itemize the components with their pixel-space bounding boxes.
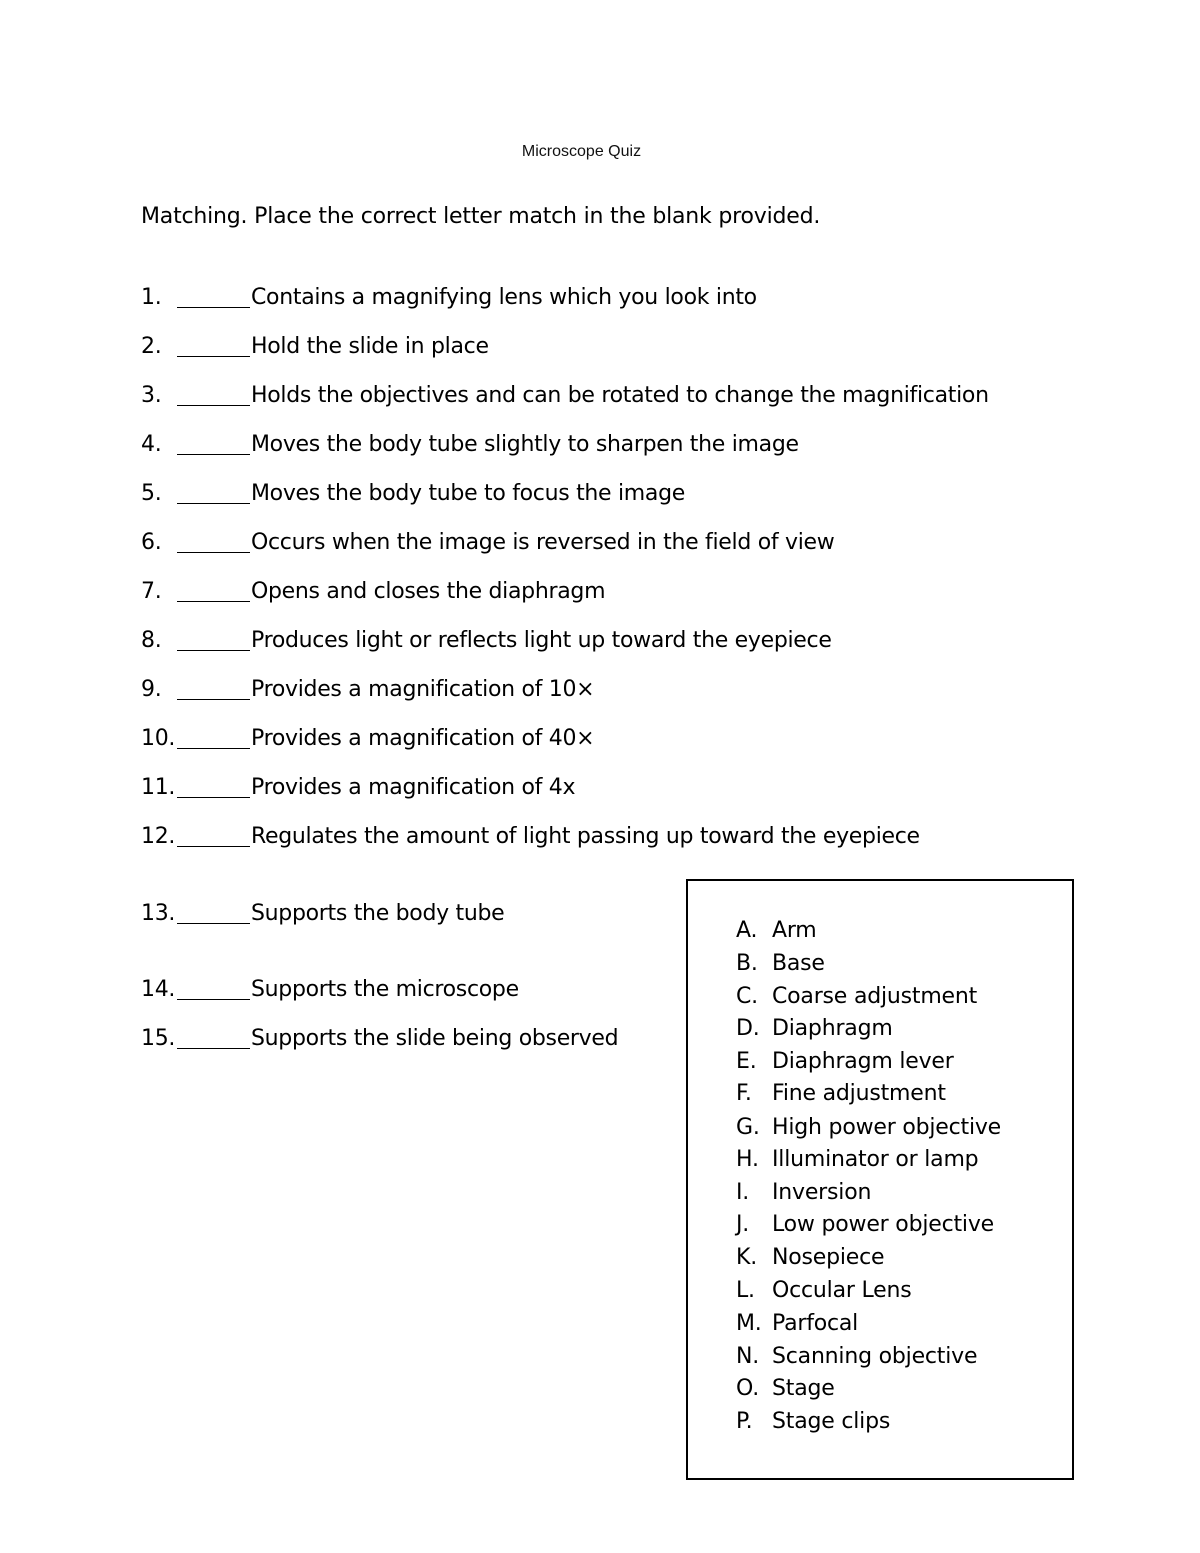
question-text: Provides a magnification of 10× [251, 677, 595, 702]
question-text: Hold the slide in place [251, 334, 489, 359]
question-item [141, 379, 989, 408]
question-text: Provides a magnification of 4x [251, 775, 576, 800]
question-number: 5. [141, 481, 162, 506]
answer-letter: B. [736, 951, 758, 976]
answer-blank[interactable] [177, 285, 250, 308]
answer-option [736, 1016, 893, 1041]
answer-blank[interactable] [177, 824, 250, 847]
question-number: 8. [141, 628, 162, 653]
question-item [141, 771, 575, 800]
answer-blank[interactable] [177, 726, 250, 749]
question-item [141, 973, 519, 1002]
question-item [141, 1022, 618, 1051]
answer-letter: H. [736, 1147, 759, 1172]
question-item [141, 477, 685, 506]
question-number: 2. [141, 334, 162, 359]
question-text: Opens and closes the diaphragm [251, 579, 606, 604]
answer-letter: P. [736, 1409, 753, 1434]
question-item [141, 330, 489, 359]
question-number: 3. [141, 383, 162, 408]
answer-letter: M. [736, 1311, 762, 1336]
answer-option [736, 984, 977, 1009]
answer-text: Coarse adjustment [772, 984, 978, 1009]
question-text: Provides a magnification of 40× [251, 726, 595, 751]
question-text: Supports the body tube [251, 901, 505, 926]
question-item [141, 624, 832, 653]
answer-option [736, 1115, 1001, 1140]
answer-letter: O. [736, 1376, 760, 1401]
question-item [141, 722, 594, 751]
answer-option [736, 1245, 884, 1270]
answer-option [736, 1147, 978, 1172]
answer-letter: F. [736, 1081, 752, 1106]
question-text: Occurs when the image is reversed in the field of view [251, 530, 835, 555]
answer-blank[interactable] [177, 481, 250, 504]
question-number: 11. [141, 775, 176, 800]
answer-letter: E. [736, 1049, 757, 1074]
question-text: Regulates the amount of light passing up toward the eyepiece [251, 824, 920, 849]
question-number: 6. [141, 530, 162, 555]
answer-text: Illuminator or lamp [772, 1147, 979, 1172]
answer-option [736, 1344, 977, 1369]
answer-option [736, 1278, 912, 1303]
answer-letter: K. [736, 1245, 758, 1270]
answer-letter: I. [736, 1180, 750, 1205]
answer-text: Nosepiece [772, 1245, 885, 1270]
answer-text: Arm [772, 918, 817, 943]
answer-blank[interactable] [177, 1026, 250, 1049]
answer-text: Stage [772, 1376, 835, 1401]
question-text: Moves the body tube slightly to sharpen the image [251, 432, 799, 457]
question-item [141, 281, 757, 310]
question-item [141, 575, 605, 604]
answer-blank[interactable] [177, 530, 250, 553]
answer-option [736, 951, 825, 976]
question-text: Holds the objectives and can be rotated to change the magnification [251, 383, 989, 408]
question-number: 12. [141, 824, 176, 849]
answer-text: Parfocal [772, 1311, 859, 1336]
question-text: Contains a magnifying lens which you look into [251, 285, 757, 310]
answer-blank[interactable] [177, 628, 250, 651]
question-number: 13. [141, 901, 176, 926]
answer-text: Occular Lens [772, 1278, 912, 1303]
answer-option [736, 1409, 890, 1434]
answer-text: Scanning objective [772, 1344, 978, 1369]
answer-letter: N. [736, 1344, 760, 1369]
answer-text: Diaphragm lever [772, 1049, 954, 1074]
answer-letter: J. [736, 1212, 750, 1237]
question-item [141, 820, 920, 849]
answer-option [736, 1376, 835, 1401]
question-number: 10. [141, 726, 176, 751]
answer-blank[interactable] [177, 677, 250, 700]
question-item [141, 526, 834, 555]
answer-bank [686, 879, 1074, 1480]
answer-letter: D. [736, 1016, 760, 1041]
question-item [141, 428, 799, 457]
answer-option [736, 1311, 858, 1336]
answer-text: Stage clips [772, 1409, 891, 1434]
answer-letter: G. [736, 1115, 760, 1140]
question-text: Supports the microscope [251, 977, 519, 1002]
answer-text: Base [772, 951, 825, 976]
answer-letter: C. [736, 984, 758, 1009]
question-text: Produces light or reflects light up toward the eyepiece [251, 628, 832, 653]
question-number: 14. [141, 977, 176, 1002]
answer-text: High power objective [772, 1115, 1002, 1140]
instructions: Matching. Place the correct letter match in the blank provided. [141, 204, 821, 229]
question-text: Moves the body tube to focus the image [251, 481, 686, 506]
question-text: Supports the slide being observed [251, 1026, 619, 1051]
question-number: 1. [141, 285, 162, 310]
answer-option [736, 1180, 871, 1205]
answer-option [736, 918, 817, 943]
answer-blank[interactable] [177, 977, 250, 1000]
answer-text: Fine adjustment [772, 1081, 946, 1106]
question-item [141, 673, 594, 702]
answer-letter: A. [736, 918, 758, 943]
answer-option [736, 1212, 994, 1237]
question-number: 15. [141, 1026, 176, 1051]
answer-blank[interactable] [177, 383, 250, 406]
question-item [141, 897, 504, 926]
question-number: 4. [141, 432, 162, 457]
question-number: 9. [141, 677, 162, 702]
page-title: Microscope Quiz [521, 143, 642, 160]
answer-text: Inversion [772, 1180, 872, 1205]
answer-blank[interactable] [177, 579, 250, 602]
answer-text: Low power objective [772, 1212, 994, 1237]
answer-text: Diaphragm [772, 1016, 893, 1041]
answer-blank[interactable] [177, 775, 250, 798]
answer-option [736, 1081, 946, 1106]
answer-letter: L. [736, 1278, 755, 1303]
question-number: 7. [141, 579, 162, 604]
answer-option [736, 1049, 954, 1074]
answer-blank[interactable] [177, 334, 250, 357]
answer-blank[interactable] [177, 432, 250, 455]
answer-blank[interactable] [177, 901, 250, 924]
